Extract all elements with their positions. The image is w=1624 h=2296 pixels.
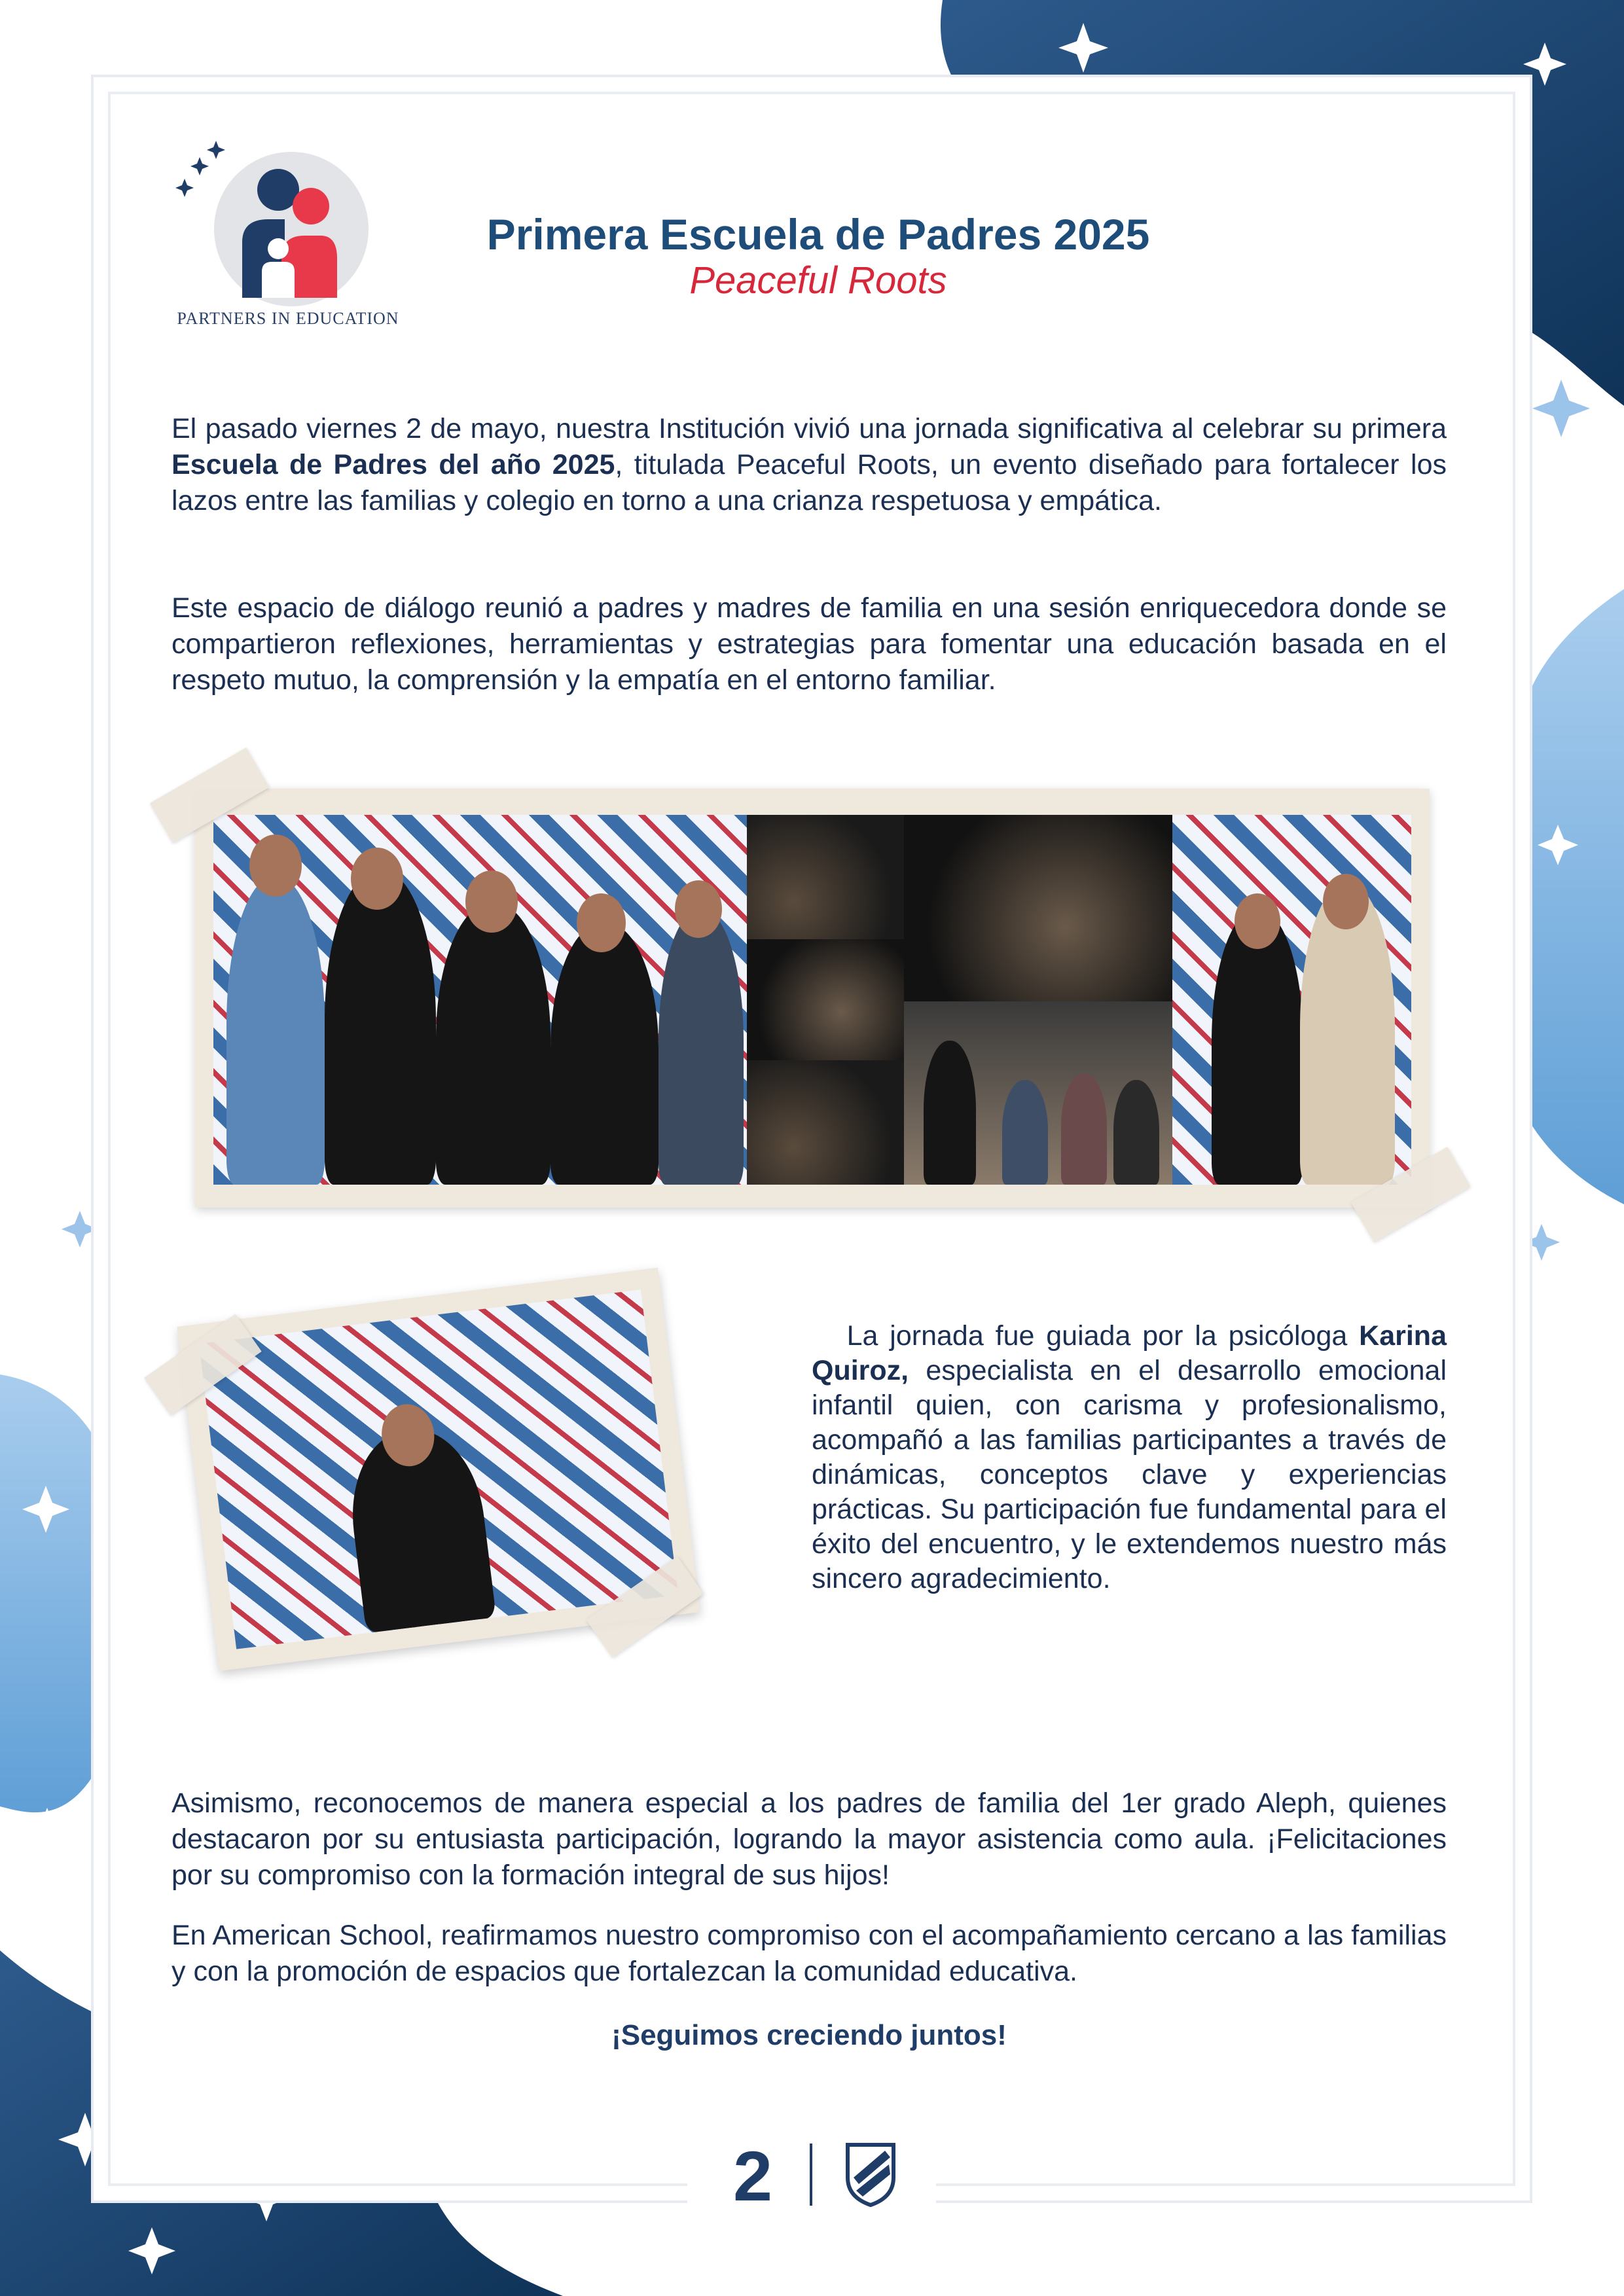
recognition-paragraph: Asimismo, reconocemos de manera especial a los padres de familia del 1er grado Aleph, quienes destacaron por su entusiasta participación, logrando la mayor asistencia como aula. ¡Felicitaciones por su compromiso con la formación integral de sus hijos!: [171, 1787, 1447, 1891]
duo-photo: [1172, 815, 1411, 1185]
intro-paragraph-2: Este espacio de diálogo reunió a padres y madres de familia en una sesión enriquecedora donde se compartieron reflexiones, herramientas y estrategias para fomentar una educación basada en el respeto mutuo, la comprensión y la empatía en el entorno familiar.: [171, 592, 1447, 696]
school-shield-icon: [844, 2142, 897, 2207]
closing-line: ¡Seguimos creciendo juntos!: [611, 2019, 1007, 2051]
photo-collage: [195, 789, 1430, 1208]
footer-separator: [810, 2144, 812, 2206]
group-photo: [213, 815, 747, 1185]
commitment-paragraph: En American School, reafirmamos nuestro compromiso con el acompañamiento cercano a las familias y con la promoción de espacios que fortalezcan la comunidad educativa.: [171, 1920, 1447, 1987]
page-title: Primera Escuela de Padres 2025: [486, 210, 1150, 259]
logo-caption: PARTNERS IN EDUCATION: [177, 309, 399, 328]
page-number: 2: [732, 2136, 773, 2215]
audience-photo-2: [747, 939, 904, 1060]
audience-photo-4: [904, 815, 1172, 1001]
page-subtitle: Peaceful Roots: [689, 259, 947, 302]
partners-in-education-logo: [170, 134, 406, 331]
speaker-photo: [199, 1289, 678, 1649]
audience-photo-5: [904, 1001, 1172, 1185]
audience-photo-3: [747, 1060, 904, 1185]
speaker-paragraph: La jornada fue guiada por la psicóloga Karina Quiroz, especialista en el desarrollo emocional infantil quien, con carisma y profesionalismo, acompañó a las familias participantes a través de dinámicas, conceptos clave y experiencias prácticas. Su participación fue fundamental para el éxito del encuentro, y le extendemos nuestro más sincero agradecimiento.: [812, 1320, 1447, 1594]
audience-photo-1: [747, 815, 904, 939]
intro-paragraph-1: El pasado viernes 2 de mayo, nuestra Institución vivió una jornada significativa al celebrar su primera Escuela de Padres del año 2025, titulada Peaceful Roots, un evento diseñado para fortalecer los lazos entre las familias y colegio en torno a una crianza respetuosa y empática.: [171, 413, 1447, 516]
